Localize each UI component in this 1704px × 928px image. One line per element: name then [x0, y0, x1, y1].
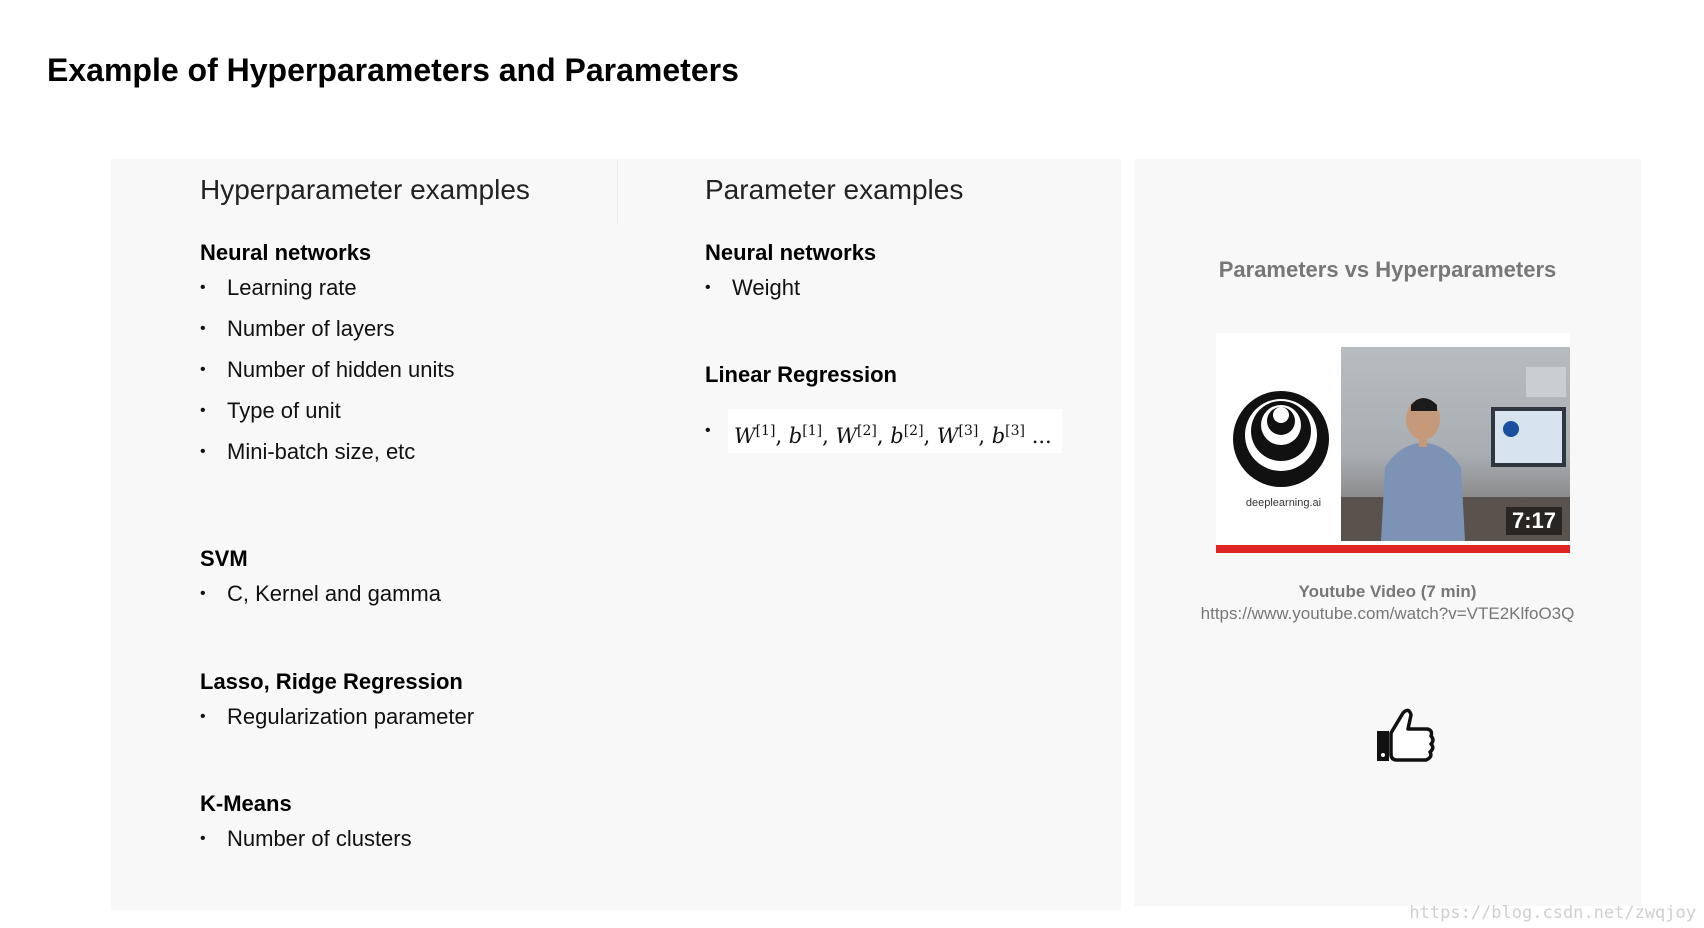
examples-panel	[111, 159, 1121, 910]
logo-text: deeplearning.ai	[1245, 497, 1322, 509]
list-item: • Number of clusters	[200, 818, 620, 859]
item-list	[200, 267, 620, 472]
list-item: • Mini-batch size, etc	[200, 431, 620, 472]
formula-term: b[3]	[991, 423, 1025, 448]
formula-term: W[1]	[734, 423, 776, 448]
deeplearning-logo-icon	[1226, 373, 1341, 493]
item-list	[200, 573, 620, 614]
hyper-group-svm	[200, 545, 620, 614]
group-title: Linear Regression	[705, 362, 897, 387]
video-caption: Youtube Video (7 min)	[1298, 582, 1477, 601]
list-item: • Number of layers	[200, 308, 620, 349]
hyper-group-neural-networks	[200, 239, 620, 472]
hyperparameter-heading: Hyperparameter examples	[200, 174, 530, 205]
list-item: • C, Kernel and gamma	[200, 573, 620, 614]
bullet: •	[705, 422, 711, 439]
list-item: • Weight	[705, 267, 1125, 308]
param-group-neural-networks	[705, 239, 1125, 308]
item-list	[200, 696, 620, 737]
list-item: • Number of hidden units	[200, 349, 620, 390]
group-title: SVM	[200, 546, 248, 571]
hyper-group-lasso-ridge	[200, 668, 620, 737]
formula-image: W[1], b[1], W[2], b[2], W[3], b[3] ...	[728, 409, 1062, 453]
slide-title: Example of Hyperparameters and Parameters	[47, 52, 739, 88]
linear-regression-formula	[705, 409, 1065, 453]
thumbs-up-icon[interactable]	[1373, 703, 1439, 769]
list-item: • Regularization parameter	[200, 696, 620, 737]
item-list	[200, 818, 620, 859]
deeplearning-logo	[1226, 373, 1341, 509]
list-item: • Type of unit	[200, 390, 620, 431]
group-title: K-Means	[200, 791, 292, 816]
list-item: • Learning rate	[200, 267, 620, 308]
group-title: Neural networks	[200, 240, 372, 265]
group-title: Neural networks	[705, 240, 877, 265]
item-list	[705, 267, 1125, 308]
formula-ellipsis: ...	[1031, 424, 1052, 448]
video-frame	[1341, 347, 1570, 541]
parameter-heading: Parameter examples	[705, 174, 964, 205]
video-url-link[interactable]: https://www.youtube.com/watch?v=VTE2KlfoO3Q	[1200, 604, 1575, 623]
column-divider	[617, 161, 618, 225]
video-title: Parameters vs Hyperparameters	[1218, 257, 1557, 282]
formula-term: b[1]	[788, 423, 823, 448]
group-title: Lasso, Ridge Regression	[200, 669, 463, 694]
hyper-group-k-means	[200, 790, 620, 859]
video-panel	[1134, 159, 1641, 906]
video-duration: 7:17	[1506, 507, 1562, 535]
video-progress-bar	[1216, 545, 1570, 553]
param-group-linear-regression	[705, 361, 1125, 389]
formula-term: W[2]	[835, 423, 877, 448]
formula-term: b[2]	[890, 423, 924, 448]
formula-term: W[3]	[936, 423, 979, 448]
watermark: https://blog.csdn.net/zwqjoy	[1409, 903, 1696, 923]
video-thumbnail[interactable]	[1216, 333, 1570, 553]
